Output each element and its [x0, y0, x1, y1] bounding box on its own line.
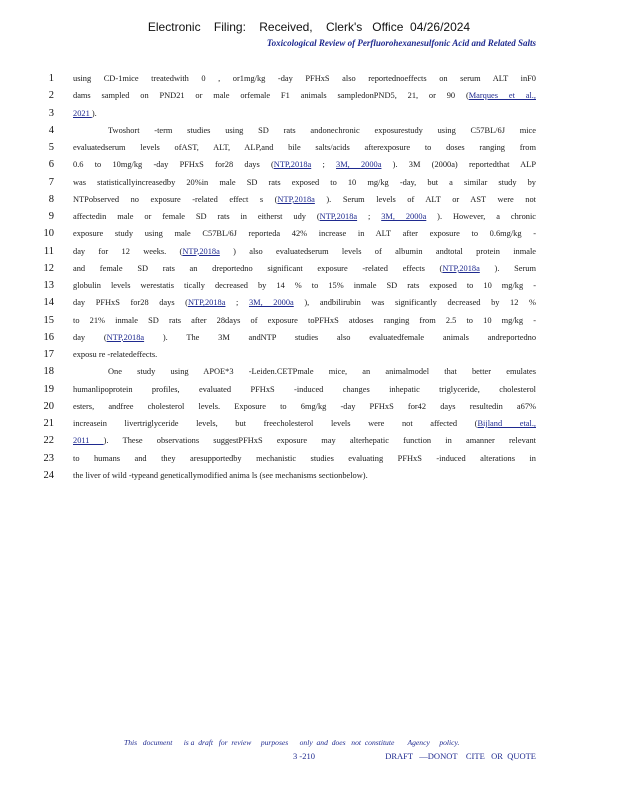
- line-number: 14: [43, 297, 54, 309]
- text-line: [40, 156, 540, 173]
- text-segment: ), andbilirubin was significantly decreased by 12 %: [293, 298, 536, 308]
- line-text: [73, 432, 536, 449]
- text-segment: exposu re -relatedeffects.: [73, 350, 158, 359]
- line-text: [73, 294, 536, 311]
- citation-link[interactable]: 3M, 2000a: [336, 160, 382, 170]
- text-line: [40, 312, 540, 329]
- line-text: [73, 398, 536, 415]
- line-text: [73, 329, 536, 346]
- line-text: [108, 363, 536, 380]
- text-line: [40, 277, 540, 294]
- line-text: [73, 277, 536, 294]
- text-line: [40, 139, 540, 156]
- line-text: [73, 208, 536, 225]
- line-text: [73, 243, 536, 260]
- text-segment: day PFHxS for28 days (: [73, 298, 188, 308]
- line-text: [73, 260, 536, 277]
- line-text: [73, 191, 536, 208]
- line-number: 16: [43, 331, 54, 343]
- citation-link[interactable]: NTP,2018a: [277, 194, 315, 204]
- citation-link[interactable]: 2021: [73, 108, 92, 118]
- running-head: Toxicological Review of Perfluorohexanesulfonic Acid and Related Salts: [266, 38, 536, 48]
- footer-disclaimer: This document is a draft for review purposes only and does not constitute Agency policy.: [124, 738, 460, 747]
- line-number: 10: [43, 228, 54, 240]
- line-text: [73, 70, 536, 87]
- line-text: [73, 105, 536, 122]
- citation-link[interactable]: NTP,2018a: [187, 298, 226, 308]
- text-line: [40, 260, 540, 277]
- citation-link[interactable]: NTP,2018a: [442, 263, 480, 273]
- text-segment: ) also evaluatedserum levels of albumin andtotal protein inmale: [219, 246, 536, 256]
- line-text: [73, 467, 536, 484]
- text-segment: evaluatedserum levels ofAST, ALT, ALP,and bile salts/acids afterexposure to doses ranging from: [73, 143, 536, 152]
- text-line: [40, 381, 540, 398]
- line-text: [73, 156, 536, 173]
- line-number: 19: [43, 383, 54, 395]
- line-number: 22: [43, 435, 54, 447]
- text-segment: ). However, a chronic: [426, 212, 536, 221]
- line-number: 4: [48, 124, 54, 136]
- citation-link[interactable]: NTP,2018a: [106, 332, 145, 342]
- citation-link[interactable]: Bijland etal.,: [477, 419, 536, 428]
- text-line: [40, 70, 540, 87]
- text-segment: affectedin male or female SD rats in eitherst udy (: [73, 212, 320, 221]
- text-segment: day for 12 weeks. (: [73, 246, 183, 256]
- text-segment: ).: [91, 108, 97, 118]
- text-line: [40, 243, 540, 260]
- text-segment: humanlipoprotein profiles, evaluated PFHxS -induced changes inhepatic triglyceride, cholesterol: [73, 384, 536, 394]
- citation-link[interactable]: NTP,2018a: [182, 246, 220, 256]
- line-text: [108, 122, 536, 139]
- text-segment: and female SD rats an dreportedno significant exposure -related effects (: [73, 263, 443, 273]
- text-segment: was statisticallyincreasedby 20%in male SD rats exposed to 10 mg/kg -day, but a similar study by: [73, 177, 536, 187]
- text-line: [40, 294, 540, 311]
- text-segment: One study using APOE*3 -Leiden.CETPmale mice, an animalmodel that better emulates: [108, 367, 536, 377]
- text-segment: day (: [73, 332, 107, 342]
- line-number: 8: [48, 193, 54, 205]
- line-text: [73, 139, 536, 156]
- text-line: [40, 329, 540, 346]
- line-number: 23: [43, 452, 54, 464]
- text-segment: increasein livertriglyceride levels, but freecholesterol levels were not affected (: [73, 419, 478, 428]
- line-number: 6: [48, 159, 54, 171]
- text-segment: ). 3M (2000a) reportedthat ALP: [381, 160, 536, 170]
- line-text: [73, 312, 536, 329]
- line-number: 15: [43, 314, 54, 326]
- text-line: [40, 415, 540, 432]
- page-number: 3 -210: [293, 751, 315, 761]
- line-number: 21: [43, 418, 54, 429]
- text-segment: to humans and they aresupportedby mechanistic studies evaluating PFHxS -induced alterations in: [73, 453, 536, 463]
- line-number: 13: [43, 280, 54, 291]
- line-text: [73, 225, 536, 242]
- body-text: [40, 70, 540, 484]
- text-line: [40, 346, 540, 363]
- text-segment: ;: [311, 160, 337, 170]
- text-segment: ;: [225, 298, 249, 308]
- line-number: 17: [43, 349, 54, 360]
- text-segment: ). Serum: [479, 263, 536, 273]
- line-text: [73, 346, 536, 363]
- text-line: [40, 363, 540, 380]
- line-number: 2: [48, 90, 54, 102]
- line-number: 11: [43, 245, 54, 257]
- text-line: [40, 122, 540, 139]
- line-number: 20: [43, 400, 54, 412]
- line-number: 24: [43, 469, 54, 481]
- text-segment: NTPobserved no exposure -related effect s (: [73, 194, 278, 204]
- text-line: [40, 191, 540, 208]
- text-line: [40, 398, 540, 415]
- text-line: [40, 467, 540, 484]
- line-number: 1: [48, 73, 54, 84]
- citation-link[interactable]: NTP,2018a: [319, 212, 358, 221]
- line-text: [73, 174, 536, 191]
- text-segment: globulin levels werestatis tically decreased by 14 % to 15% inmale SD rats exposed to 10 mg/kg -: [73, 281, 536, 290]
- text-segment: ). These observations suggestPFHxS exposure may alterhepatic function in amanner relevant: [103, 436, 536, 446]
- line-number: 7: [48, 176, 54, 188]
- text-segment: the liver of wild -typeand geneticallymodified anima ls (see mechanisms sectionbelow).: [73, 470, 368, 480]
- citation-link[interactable]: NTP,2018a: [273, 160, 312, 170]
- citation-link[interactable]: 3M, 2000a: [248, 298, 294, 308]
- text-line: [40, 87, 540, 104]
- text-line: [40, 105, 540, 122]
- text-segment: to 21% inmale SD rats after 28days of exposure toPFHxS atdoses ranging from 2.5 to 10 mg/kg -: [73, 315, 536, 325]
- citation-link[interactable]: 3M, 2000a: [381, 212, 427, 221]
- text-line: [40, 450, 540, 467]
- line-text: [73, 381, 536, 398]
- text-segment: ;: [357, 212, 382, 221]
- line-text: [73, 450, 536, 467]
- line-number: 18: [43, 366, 54, 378]
- citation-link[interactable]: 2011: [73, 436, 104, 446]
- citation-link[interactable]: Marques et al.,: [468, 91, 536, 101]
- line-number: 9: [48, 211, 54, 222]
- line-text: [73, 87, 536, 104]
- text-segment: Twoshort -term studies using SD rats andonechronic exposurestudy using C57BL/6J mice: [108, 125, 536, 135]
- text-line: [40, 208, 540, 225]
- text-segment: dams sampled on PND21 or male orfemale F1 animals sampledonPND5, 21, or 90 (: [73, 91, 469, 101]
- text-segment: using CD-1mice treatedwith 0 , or1mg/kg -day PFHxS also reportednoeffects on serum ALT inF0: [73, 74, 536, 83]
- text-segment: ). The 3M andNTP studies also evaluatedfemale animals andreportedno: [144, 332, 536, 342]
- text-segment: esters, andfree cholesterol levels. Exposure to 6mg/kg -day PFHxS for42 days resultedin a67%: [73, 401, 536, 411]
- text-line: [40, 174, 540, 191]
- filing-stamp: Electronic Filing: Received, Clerk's Office 04/26/2024: [147, 20, 471, 34]
- text-line: [40, 225, 540, 242]
- line-text: [73, 415, 536, 432]
- line-number: 12: [43, 262, 54, 274]
- text-segment: ). Serum levels of ALT or AST were not: [314, 194, 536, 204]
- text-line: [40, 432, 540, 449]
- draft-notice: DRAFT —DONOT CITE OR QUOTE: [385, 751, 536, 761]
- line-number: 5: [48, 142, 54, 153]
- text-segment: exposure study using male C57BL/6J reporteda 42% increase in ALT after exposure to 0.6mg/kg -: [73, 229, 536, 239]
- text-segment: 0.6 to 10mg/kg -day PFHxS for28 days (: [73, 160, 274, 170]
- line-number: 3: [48, 107, 54, 119]
